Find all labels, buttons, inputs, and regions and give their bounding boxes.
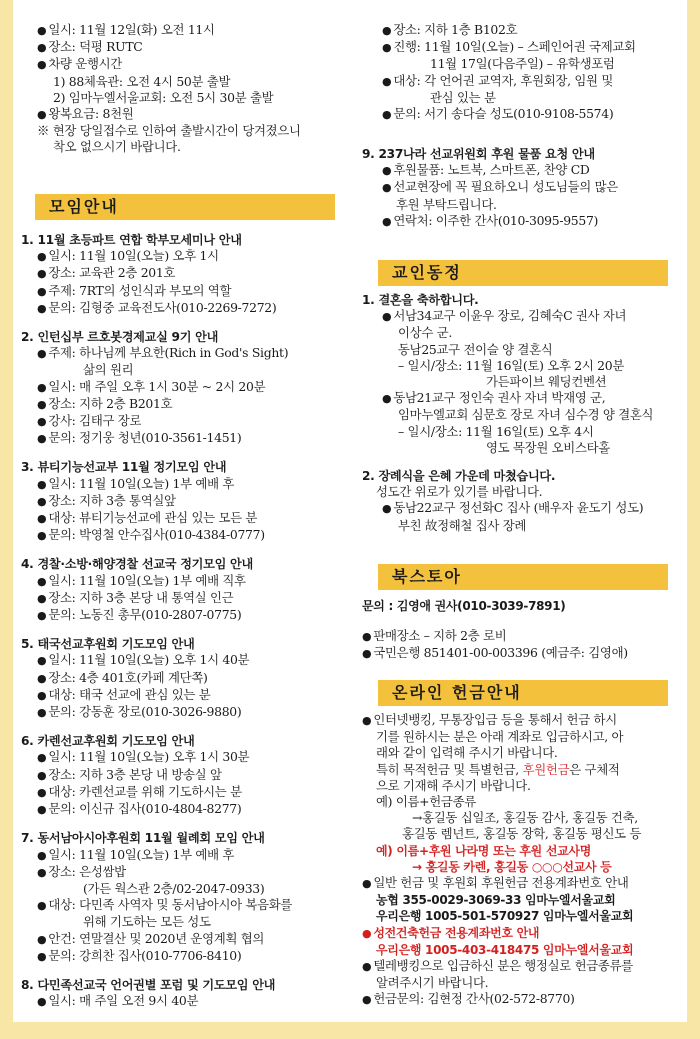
meeting-1 [13, 232, 353, 317]
online-text: 특히 목적헌금 및 특별헌금, [376, 761, 523, 777]
section-header-meetings: 모임안내 [35, 194, 335, 220]
online-offering-info [362, 712, 687, 1009]
meeting-line: 위해 기도하는 모든 성도 [83, 914, 211, 930]
meeting-line: ● 장소: 은성쌈밥 [13, 864, 353, 881]
event-info [13, 22, 353, 156]
wedding-title: 1. 결혼을 축하합니다. [362, 293, 479, 307]
church-news [362, 292, 687, 534]
bookstore-line: ● 국민은행 851401-00-003396 (예금주: 김영애) [362, 645, 687, 662]
online-line: 으로 기재해 주시기 바랍니다. [376, 777, 531, 793]
event-date: ● 일시: 11월 12일(화) 오전 11시 [13, 22, 353, 39]
example-line: 홍길동 렘넌트, 홍길동 장학, 홍길동 평신도 등 [402, 826, 642, 842]
account-line: 농협 355-0029-3069-33 임마누엘서울교회 [376, 893, 616, 908]
wedding-line: ● 동남21교구 정인숙 권사 자녀 박재영 군, [362, 390, 687, 407]
event-place: ● 장소: 덕평 RUTC [13, 39, 353, 56]
meeting-line: ● 장소: 지하 3층 본당 내 방송실 앞 [13, 767, 353, 784]
meeting-title: 8. 다민족선교국 언어권별 포럼 및 기도모임 안내 [21, 977, 276, 992]
wedding-line: – 일시/장소: 11월 16일(토) 오후 2시 20분 [398, 357, 624, 373]
meeting-4 [13, 556, 353, 624]
meeting-line: ● 대상: 뷰티기능선교에 관심 있는 모든 분 [13, 510, 353, 527]
meeting-title: 4. 경찰·소방·해양경찰 선교국 정기모임 안내 [21, 557, 253, 572]
meeting-line: ● 문의: 강희찬 집사(010-7706-8410) [13, 948, 353, 965]
meeting-line: ● 일시: 11월 10일(오늘) 오후 1시 [13, 248, 353, 265]
meeting-title: 1. 11월 초등파트 연합 학부모세미나 안내 [21, 233, 242, 247]
telebanking-line: 알려주시기 바랍니다. [376, 975, 489, 991]
item-9-line: ● 선교현장에 꼭 필요하오니 성도님들의 많은 [362, 179, 687, 196]
forum-line: 관심 있는 분 [430, 89, 496, 105]
forum-line: ● 대상: 각 언어권 교역자, 후원회장, 임원 및 [362, 73, 687, 90]
notice-line-1: ※ 현장 당일접수로 인하여 출발시간이 당겨졌으니 [37, 123, 301, 139]
offering-contact: ● 헌금문의: 김현정 간사(02-572-8770) [362, 991, 687, 1008]
meeting-line: ● 문의: 박영철 안수집사(010-4384-0777) [13, 527, 353, 544]
meeting-3 [13, 459, 353, 544]
funeral-line: 부친 故정해철 집사 장례 [398, 517, 527, 533]
example-line: →홍길동 십일조, 홍길동 감사, 홍길동 건축, [412, 810, 638, 826]
meeting-8 [13, 977, 353, 1010]
bookstore-info [362, 598, 687, 663]
bus-schedule-2: 2) 임마누엘서울교회: 오전 5시 30분 출발 [53, 89, 274, 105]
wedding-line: – 일시/장소: 11월 16일(토) 오후 4시 [398, 423, 594, 439]
meeting-line: ● 주제: 7RT의 성인식과 부모의 역할 [13, 283, 353, 300]
meeting-6 [13, 733, 353, 818]
meeting-line: ● 문의: 정기웅 청년(010-3561-1451) [13, 430, 353, 447]
meeting-line: ● 장소: 지하 2층 B201호 [13, 396, 353, 413]
building-fund-account: 우리은행 1005-403-418475 임마누엘서울교회 [376, 942, 634, 957]
meeting-line: ● 강사: 김태구 장로 [13, 413, 353, 430]
funeral-line: ● 동남22교구 정선화C 집사 (배우자 윤도기 성도) [362, 500, 687, 517]
meeting-line: ● 안건: 연말결산 및 2020년 운영계획 협의 [13, 931, 353, 948]
meeting-line: ● 장소: 지하 3층 통역실앞 [13, 493, 353, 510]
wedding-line: 임마누엘교회 심문호 장로 자녀 심수경 양 결혼식 [398, 407, 654, 423]
meeting-line: ● 문의: 강동훈 장로(010-3026-9880) [13, 704, 353, 721]
online-highlight: 후원헌금 [522, 761, 570, 777]
meeting-line: ● 장소: 지하 3층 본당 내 통역실 인근 [13, 590, 353, 607]
funeral-title: 2. 장례식을 은혜 가운데 마쳤습니다. [362, 469, 556, 484]
online-text: 은 구체적 [569, 761, 620, 777]
forum-info [362, 22, 687, 123]
meeting-title: 3. 뷰티기능선교부 11월 정기모임 안내 [21, 460, 227, 475]
bus-schedule-label: ● 차량 운행시간 [13, 56, 353, 73]
meetings-list [13, 232, 353, 1010]
meeting-line: ● 주제: 하나님께 부요한(Rich in God's Sight) [13, 345, 353, 362]
meeting-line: ● 일시: 11월 10일(오늘) 오후 1시 30분 [13, 749, 353, 766]
forum-line: ● 문의: 서기 송다슬 성도(010-9108-5574) [362, 106, 687, 123]
meeting-line: ● 문의: 이신규 집사(010-4804-8277) [13, 801, 353, 818]
forum-line: ● 장소: 지하 1층 B102호 [362, 22, 687, 39]
bookstore-contact: 문의 : 김영애 권사(010-3039-7891) [362, 599, 566, 613]
account-red-line: ● 성전건축헌금 전용계좌번호 안내 [362, 925, 540, 940]
section-header-bookstore: 북스토아 [378, 564, 668, 590]
meeting-line: ● 대상: 카렌선교를 위해 기도하시는 분 [13, 784, 353, 801]
item-9-line: ● 연락처: 이주한 간사(010-3095-9557) [362, 213, 687, 230]
wedding-line: 동남25교구 전이슬 양 결혼식 [398, 341, 553, 357]
meeting-7 [13, 830, 353, 965]
online-line: 기를 원하시는 분은 아래 계좌로 입금하시고, 아 [376, 729, 624, 745]
example-red-line: → 홍길동 카렌, 홍길동 ○○○선교사 등 [412, 859, 612, 874]
wedding-line: 가든파이브 웨딩컨벤션 [486, 374, 607, 390]
bookstore-line: ● 판매장소 – 지하 2층 로비 [362, 628, 687, 645]
telebanking-line: ● 텔레뱅킹으로 입금하신 분은 행정실로 헌금종류를 [362, 958, 687, 975]
meeting-2 [13, 329, 353, 447]
item-9 [362, 146, 687, 230]
meeting-5 [13, 636, 353, 721]
meeting-line: (가든 웍스관 2층/02-2047-0933) [83, 880, 265, 896]
meeting-line: 삶의 원리 [83, 362, 134, 378]
wedding-line: ● 서남34교구 이윤우 장로, 김혜숙C 권사 자녀 [362, 308, 687, 325]
account-line: 우리은행 1005-501-570927 임마누엘서울교회 [376, 909, 634, 924]
meeting-title: 6. 카렌선교후원회 기도모임 안내 [21, 734, 195, 749]
meeting-line: ● 일시: 11월 10일(오늘) 1부 예배 직후 [13, 573, 353, 590]
meeting-line: ● 일시: 매 주일 오후 1시 30분 ~ 2시 20분 [13, 379, 353, 396]
meeting-line: ● 일시: 11월 10일(오늘) 1부 예배 후 [13, 847, 353, 864]
bulletin-page [13, 0, 687, 1022]
forum-line: 11월 17일(다음주일) – 유학생포럼 [430, 56, 615, 72]
meeting-title: 7. 동서남아시아후원회 11월 월례회 모임 안내 [21, 831, 265, 846]
meeting-line: ● 일시: 11월 10일(오늘) 오후 1시 40분 [13, 652, 353, 669]
online-line [362, 762, 687, 778]
section-header-online-offering: 온라인 헌금안내 [378, 680, 668, 706]
item-9-title: 9. 237나라 선교위원회 후원 물품 요청 안내 [362, 147, 595, 161]
wedding-line: 영도 목장원 오비스타홀 [486, 439, 610, 455]
meeting-line: ● 문의: 김형중 교육전도사(010-2269-7272) [13, 300, 353, 317]
meeting-line: ● 장소: 교육관 2층 201호 [13, 265, 353, 282]
meeting-line: ● 일시: 11월 10일(오늘) 1부 예배 후 [13, 476, 353, 493]
meeting-title: 5. 태국선교후원회 기도모임 안내 [21, 637, 195, 652]
example-line: 예) 이름+헌금종류 [376, 794, 476, 810]
meeting-line: ● 일시: 매 주일 오전 9시 40분 [13, 993, 353, 1010]
meeting-line: ● 문의: 노동진 총무(010-2807-0775) [13, 607, 353, 624]
section-header-church-news: 교인동정 [378, 260, 668, 286]
online-line: 래와 같이 입력해 주시기 바랍니다. [376, 745, 558, 761]
account-intro: ● 일반 헌금 및 후원회 후원헌금 전용계좌번호 안내 [362, 875, 687, 892]
online-line: ● 인터넷뱅킹, 무통장입금 등을 통해서 헌금 하시 [362, 712, 687, 729]
building-fund-title: 성전건축헌금 전용계좌번호 안내 [373, 925, 540, 940]
meeting-line: ● 대상: 태국 선교에 관심 있는 분 [13, 687, 353, 704]
meeting-line: ● 장소: 4층 401호(카페 계단쪽) [13, 670, 353, 687]
meeting-title: 2. 인턴십부 르호봇경제교실 9기 안내 [21, 330, 219, 345]
bus-schedule-1: 1) 88체육관: 오전 4시 50분 출발 [53, 73, 231, 89]
example-red-line: 예) 이름+후원 나라명 또는 후원 선교사명 [376, 843, 592, 858]
forum-line: ● 진행: 11월 10일(오늘) – 스페인어권 국제교회 [362, 39, 687, 56]
wedding-line: 이상수 군. [398, 325, 452, 341]
notice-line-2: 착오 없으시기 바랍니다. [53, 139, 181, 155]
funeral-line: 성도간 위로가 있기를 바랍니다. [376, 484, 543, 500]
item-9-line: ● 후원물품: 노트북, 스마트폰, 찬양 CD [362, 162, 687, 179]
bus-fare: ● 왕복요금: 8천원 [13, 106, 353, 123]
meeting-line: ● 대상: 다민족 사역자 및 동서남아시아 복음화를 [13, 897, 353, 914]
item-9-line: 후원 부탁드립니다. [396, 196, 497, 212]
